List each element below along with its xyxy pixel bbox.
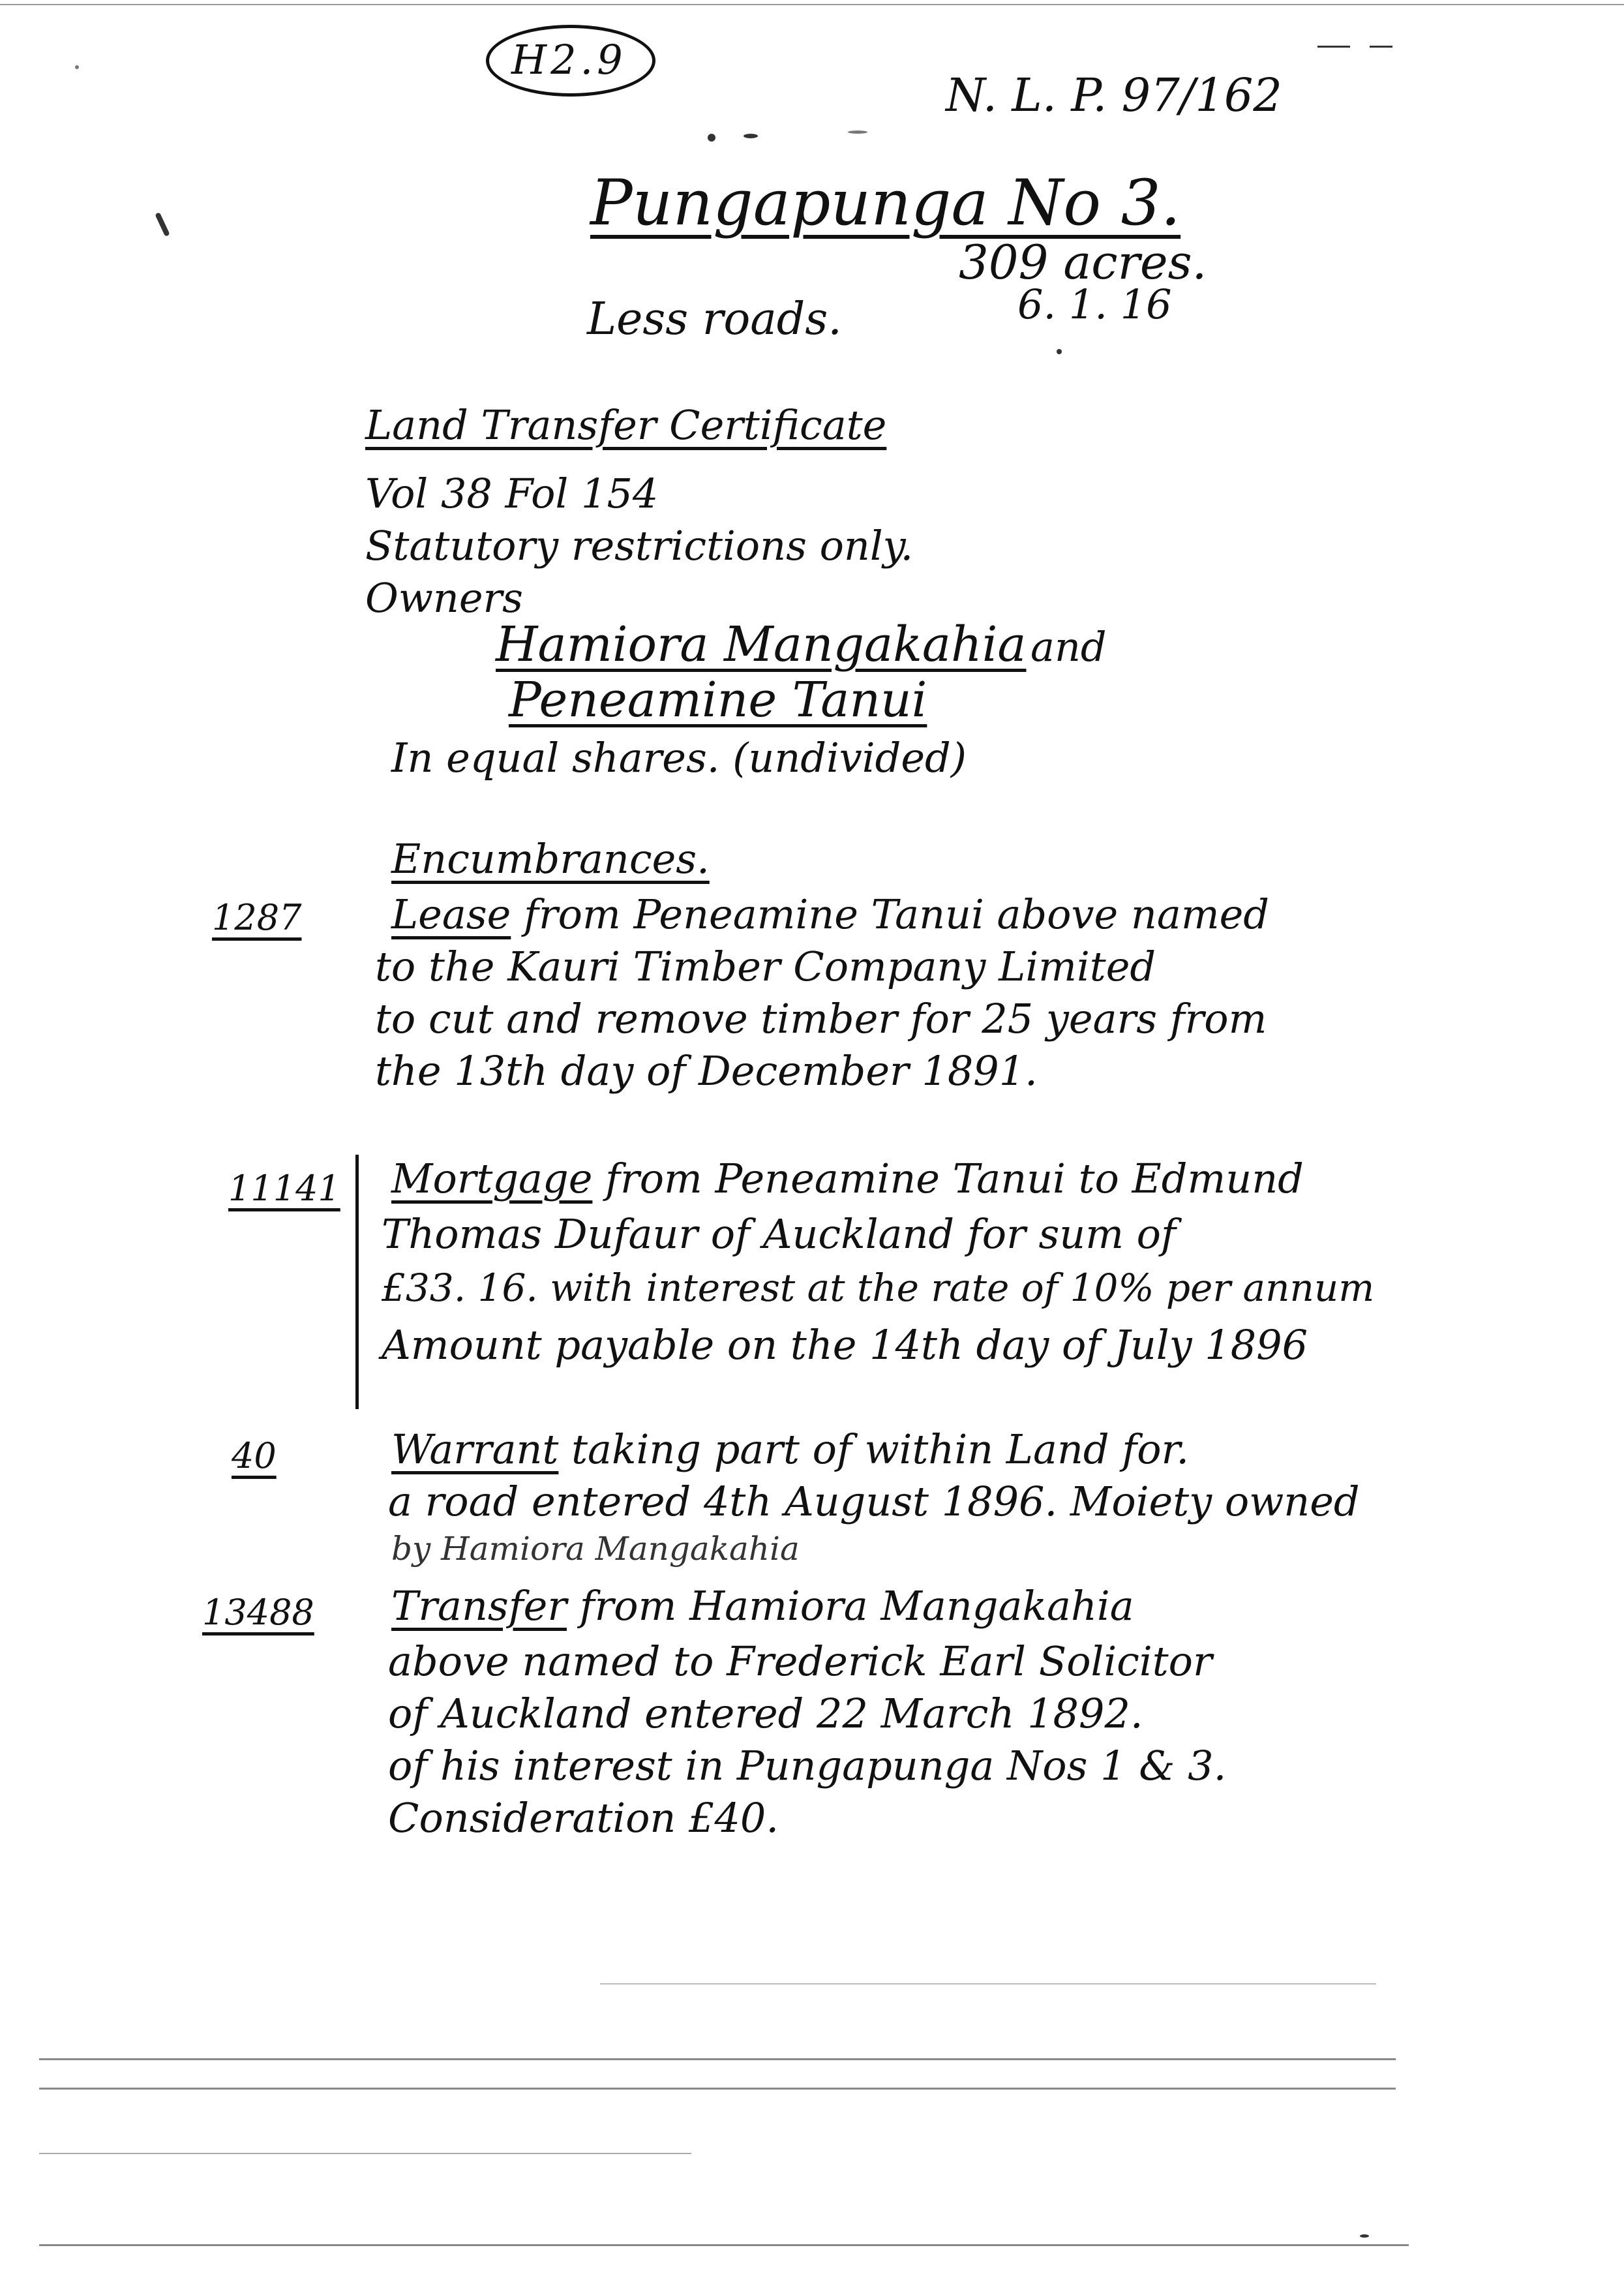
encumbrance-line: Thomas Dufaur of Auckland for sum of (382, 1210, 1176, 1258)
circled-reference (486, 25, 655, 97)
encumbrances-heading: Encumbrances. (391, 835, 710, 883)
encumbrance-text: from Hamiora Mangakahia (566, 1582, 1134, 1630)
encumbrance-line: the 13th day of December 1891. (375, 1047, 1038, 1095)
scan-bottom-rule (39, 2244, 1409, 2246)
encumbrance-text: taking part of within Land for. (558, 1425, 1190, 1473)
scan-bottom-rule (39, 2058, 1396, 2060)
scan-top-right-dash (1370, 46, 1392, 48)
encumbrance-line (391, 1155, 1304, 1202)
area-value: 309 acres. (959, 235, 1207, 290)
encumbrance-line: Amount payable on the 14th day of July 1896 (382, 1321, 1308, 1369)
scan-speck (848, 130, 867, 134)
scan-speck (708, 134, 715, 142)
scan-speck (1057, 349, 1062, 354)
circled-reference-text: H2.9 (511, 36, 627, 84)
encumbrance-line: above named to Frederick Earl Solicitor (388, 1637, 1212, 1685)
encumbrance-keyword: Transfer (391, 1582, 567, 1630)
scan-top-rule (0, 4, 1624, 5)
mortgage-bracket (355, 1155, 359, 1409)
scan-footer-rule (600, 1983, 1376, 1985)
owner-name-1: Hamiora Mangakahia (496, 616, 1027, 673)
encumbrance-keyword: Mortgage (391, 1155, 593, 1202)
owners-and: and (1030, 623, 1107, 671)
entry-ref: 11141 (228, 1168, 340, 1209)
scan-speck (75, 65, 79, 69)
encumbrance-line: by Hamiora Mangakahia (391, 1530, 800, 1568)
encumbrance-text: from Peneamine Tanui above named (511, 890, 1269, 938)
encumbrance-line: £33. 16. with interest at the rate of 10% per annum (382, 1266, 1375, 1310)
entry-ref: 13488 (202, 1592, 314, 1633)
encumbrance-text: from Peneamine Tanui to Edmund (592, 1155, 1304, 1202)
encumbrance-keyword: Lease (391, 890, 511, 938)
scan-speck (744, 134, 758, 138)
less-roads-label: Less roads. (587, 294, 842, 345)
certificate-heading: Land Transfer Certificate (365, 401, 887, 449)
encumbrance-keyword: Warrant (391, 1425, 559, 1473)
shares-line: In equal shares. (undivided) (391, 734, 967, 782)
file-reference: N. L. P. 97/162 (946, 68, 1282, 122)
encumbrance-line: Consideration £40. (388, 1794, 779, 1842)
encumbrance-line (391, 1582, 1134, 1630)
less-roads-value: 6. 1. 16 (1017, 281, 1172, 328)
scan-speck (1360, 2234, 1369, 2238)
entry-ref: 1287 (212, 897, 302, 938)
restrictions-line: Statutory restrictions only. (365, 522, 914, 570)
scan-speck (155, 212, 170, 237)
owner-name-2: Peneamine Tanui (509, 672, 927, 728)
encumbrance-line: of his interest in Pungapunga Nos 1 & 3. (388, 1742, 1227, 1789)
entry-ref: 40 (232, 1435, 277, 1476)
encumbrance-line: a road entered 4th August 1896. Moiety owned (388, 1478, 1360, 1525)
scan-bottom-rule (39, 2088, 1396, 2090)
encumbrance-line (391, 1425, 1189, 1473)
encumbrance-line (391, 890, 1269, 938)
scan-top-right-dash (1317, 46, 1350, 48)
encumbrance-line: of Auckland entered 22 March 1892. (388, 1690, 1143, 1737)
volume-folio: Vol 38 Fol 154 (365, 470, 659, 517)
page-title: Pungapunga No 3. (590, 166, 1181, 239)
encumbrance-line: to the Kauri Timber Company Limited (375, 943, 1156, 990)
scan-bottom-rule (39, 2153, 691, 2154)
owners-label: Owners (365, 574, 523, 622)
encumbrance-line: to cut and remove timber for 25 years from (375, 995, 1267, 1042)
